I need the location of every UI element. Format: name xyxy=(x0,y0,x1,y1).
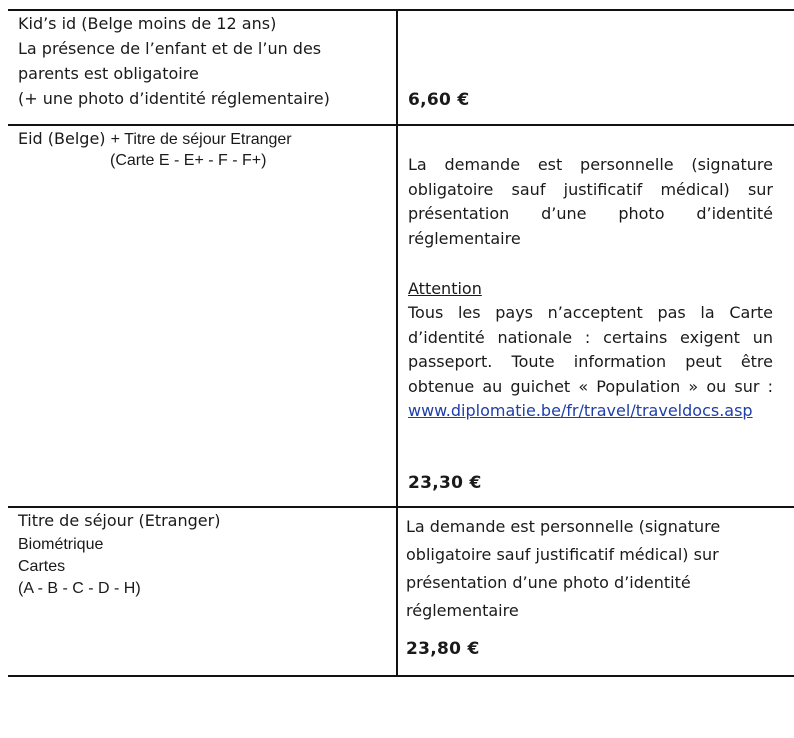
kids-id-line-2: La présence de l’enfant et de l’un des xyxy=(18,39,322,58)
residence-permit-card-types: (A - B - C - D - H) xyxy=(18,580,141,597)
attention-text xyxy=(408,301,773,399)
residence-permit-title: Titre de séjour (Etranger) xyxy=(18,511,221,530)
eid-price: 23,30 € xyxy=(408,473,482,493)
residence-price: 23,80 € xyxy=(406,639,480,659)
diplomatie-link[interactable]: www.diplomatie.be/fr/travel/traveldocs.asp xyxy=(408,401,753,420)
attention-line-1: Tous les pays n’acceptent pas la Carte xyxy=(408,303,773,322)
table-bottom-border xyxy=(8,675,794,677)
residence-desc-line-2: obligatoire sauf justificatif médical) sur xyxy=(406,545,719,564)
table-top-border xyxy=(8,9,794,11)
eid-desc-line-3: présentation d’une photo d’identité xyxy=(408,204,773,223)
residence-desc-line-4: réglementaire xyxy=(406,601,519,620)
eid-description xyxy=(408,153,773,251)
eid-card-types: (Carte E - E+ - F - F+) xyxy=(110,152,267,169)
residence-desc-line-3: présentation d’une photo d’identité xyxy=(406,573,691,592)
attention-line-3: passeport. Toute information peut être xyxy=(408,352,773,371)
column-divider xyxy=(396,9,398,677)
kids-id-line-4: (+ une photo d’identité réglementaire) xyxy=(18,89,330,108)
attention-heading: Attention xyxy=(408,279,482,298)
row-divider-2 xyxy=(8,506,794,508)
attention-line-2: d’identité nationale : certains exigent un xyxy=(408,327,773,347)
row-divider-1 xyxy=(8,124,794,126)
eid-desc-line-2: obligatoire sauf justificatif médical) sur xyxy=(408,179,773,199)
residence-permit-biometric: Biométrique xyxy=(18,536,104,553)
eid-desc-line-1: La demande est personnelle (signature xyxy=(408,155,773,174)
kids-id-price: 6,60 € xyxy=(408,90,470,110)
kids-id-line-3: parents est obligatoire xyxy=(18,64,199,83)
residence-permit-cards: Cartes xyxy=(18,558,66,575)
eid-title-suffix: + Titre de séjour Etranger xyxy=(110,131,292,148)
eid-title xyxy=(18,127,292,151)
eid-desc-line-4: réglementaire xyxy=(408,228,521,248)
kids-id-title: Kid’s id (Belge moins de 12 ans) xyxy=(18,14,277,33)
eid-title-prefix: Eid (Belge) xyxy=(18,129,106,148)
residence-desc-line-1: La demande est personnelle (signature xyxy=(406,517,721,536)
attention-line-4: obtenue au guichet « Population » ou sur : xyxy=(408,376,773,396)
